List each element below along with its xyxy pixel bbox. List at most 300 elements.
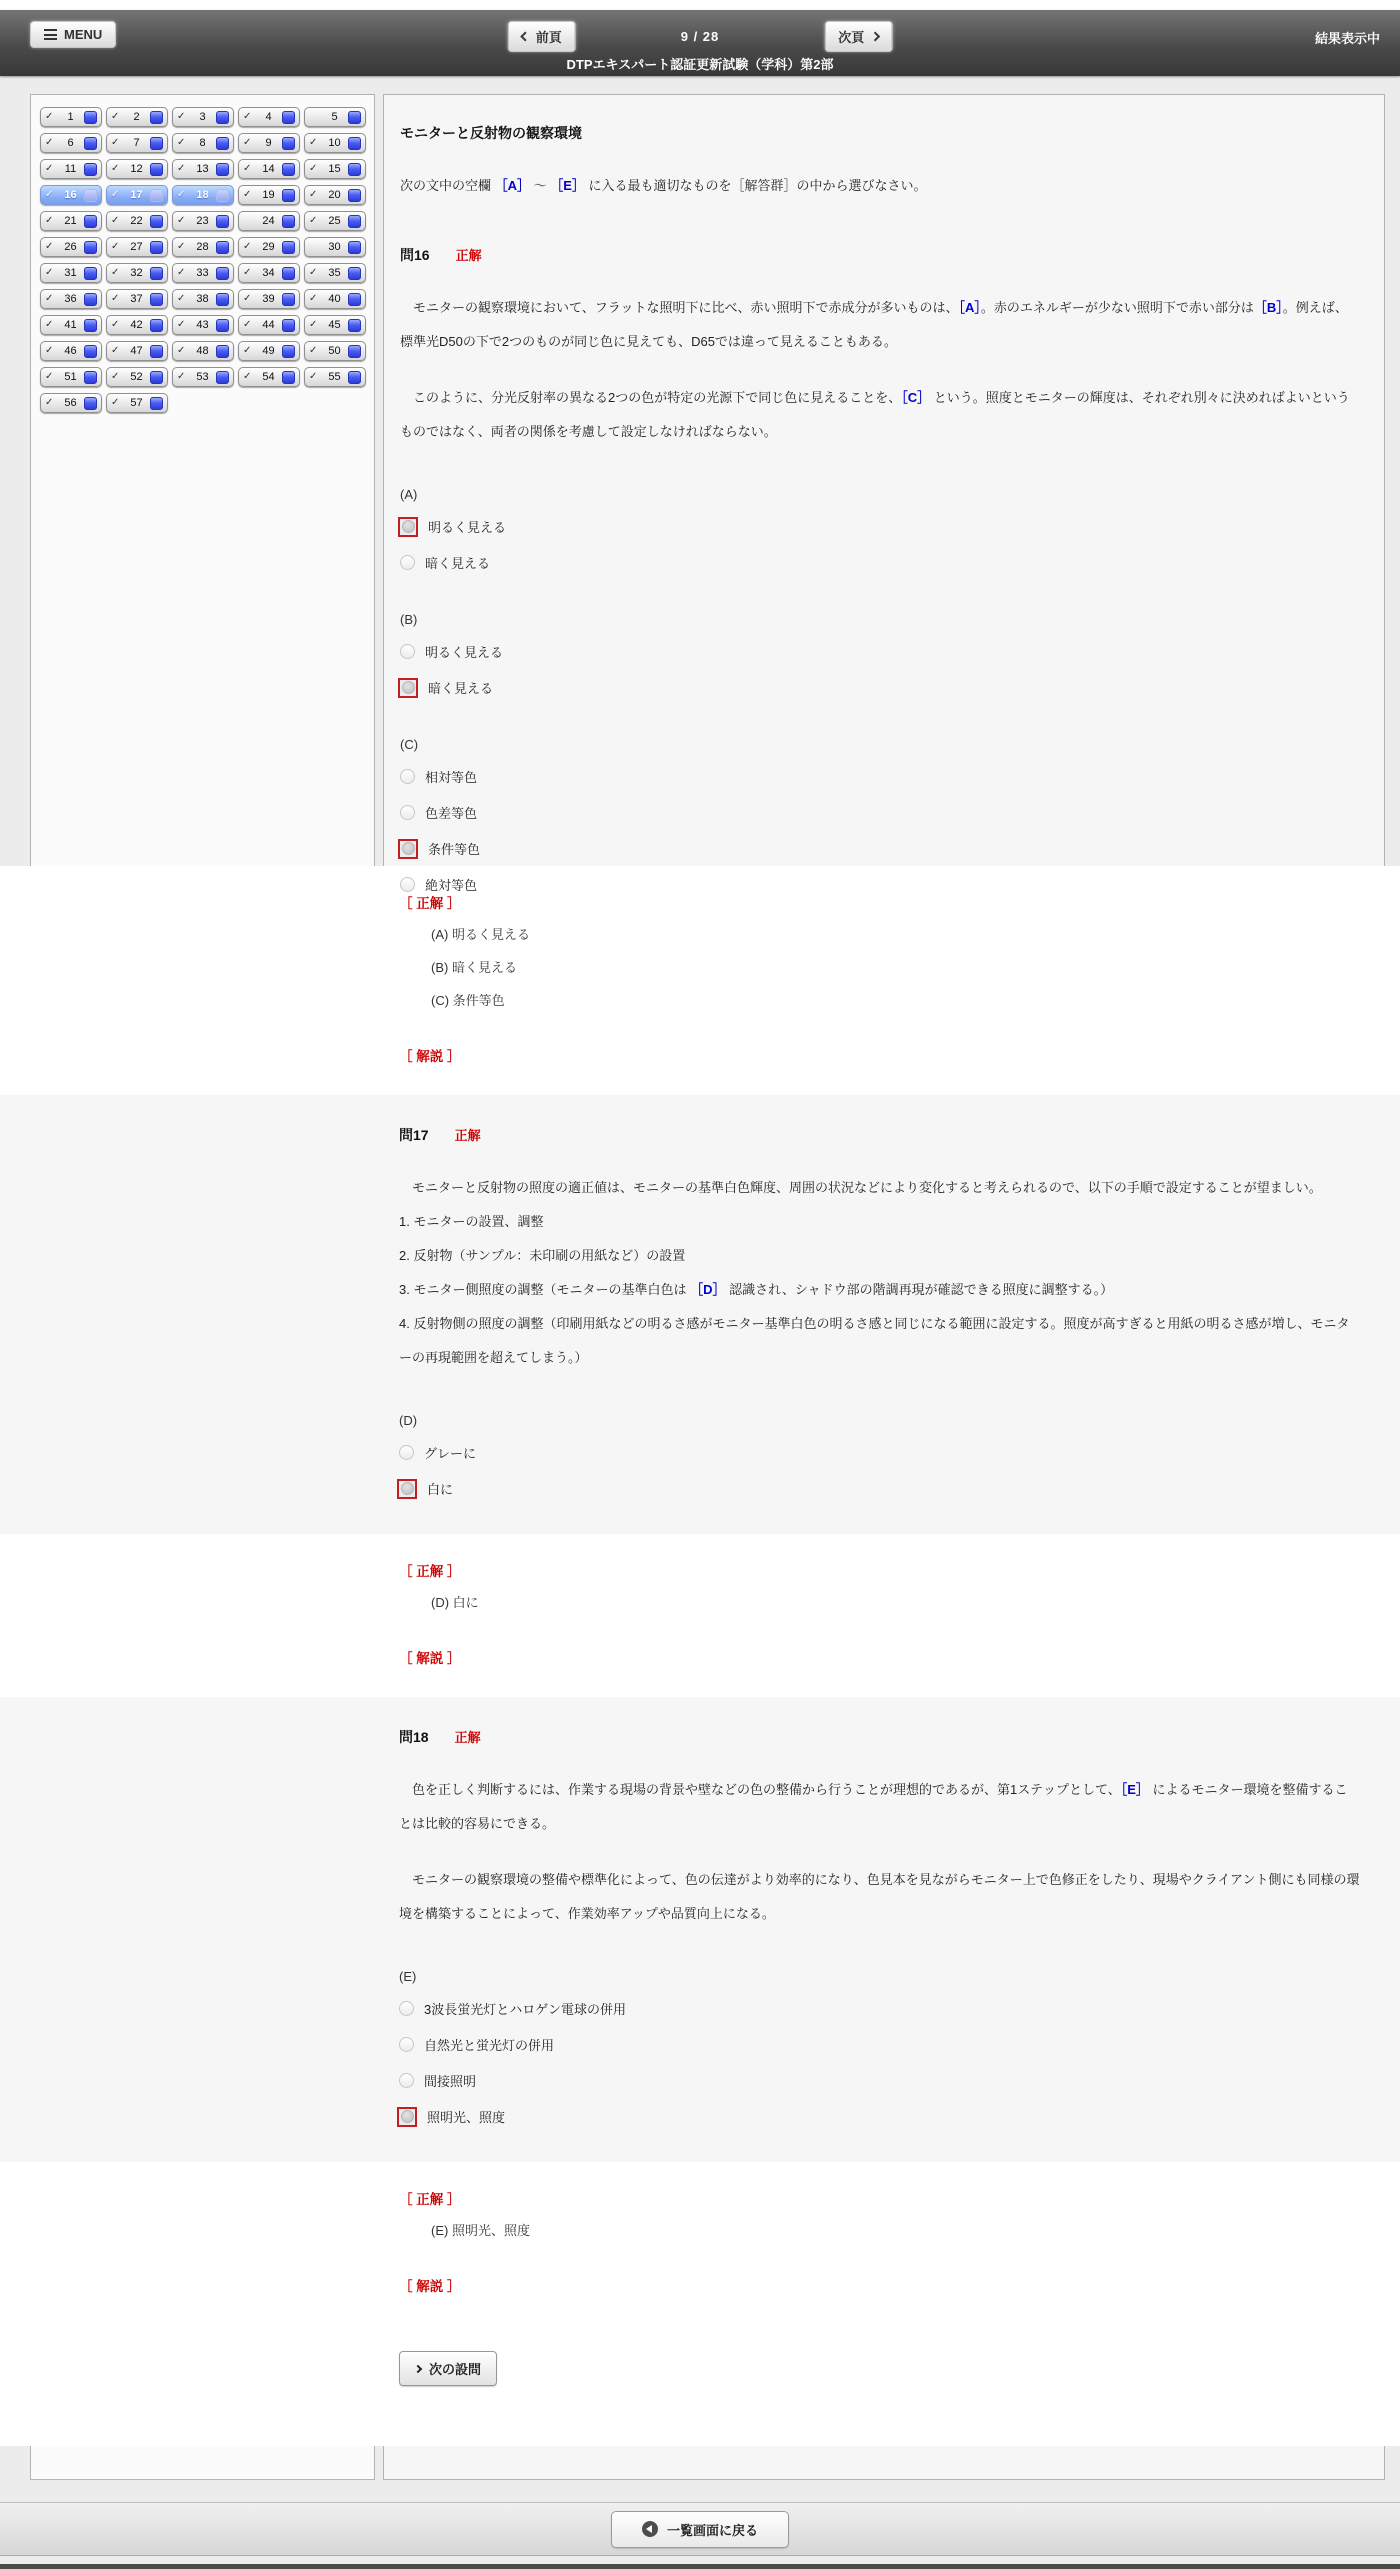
check-icon: ✓ <box>177 111 186 122</box>
question-nav-button[interactable] <box>304 107 366 127</box>
blank-token: ［A］ <box>958 300 981 316</box>
check-icon: ✓ <box>45 137 54 148</box>
question-number: 46 <box>64 345 77 357</box>
question-nav-button[interactable] <box>172 289 234 309</box>
answer-option[interactable] <box>399 2105 1360 2128</box>
question-number: 5 <box>331 111 338 123</box>
question-heading <box>399 1125 1360 1145</box>
question-number: 37 <box>130 293 143 305</box>
check-icon: ✓ <box>45 215 54 226</box>
question-nav-button[interactable] <box>172 107 234 127</box>
question-number: 14 <box>262 163 275 175</box>
question-paragraph <box>399 1307 1360 1375</box>
radio-icon[interactable] <box>399 2037 414 2052</box>
question-nav-button[interactable] <box>238 237 300 257</box>
check-icon: ✓ <box>177 137 186 148</box>
question-number: 19 <box>262 189 275 201</box>
question-nav-button[interactable] <box>106 211 168 231</box>
option-label: 相対等色 <box>425 770 478 786</box>
explanation-title[interactable]: ［ 解説 ］ <box>399 2279 461 2294</box>
question-nav-button[interactable] <box>106 315 168 335</box>
question-nav-button[interactable] <box>304 185 366 205</box>
question-number: 21 <box>64 215 77 227</box>
radio-icon[interactable] <box>400 555 415 570</box>
question-paragraph <box>399 1239 1360 1273</box>
top-bar-row <box>0 10 1400 52</box>
question-nav-button[interactable] <box>40 133 102 153</box>
check-icon: ✓ <box>111 293 120 304</box>
pager-controls <box>508 21 893 52</box>
text-segment: によるモニター環境を整備することは比較的容易にできる。 <box>399 1782 1348 1831</box>
question-status-icon <box>150 111 163 124</box>
check-icon: ✓ <box>111 241 120 252</box>
question-nav-button[interactable] <box>172 341 234 361</box>
page-indicator: 9 / 28 <box>680 29 720 44</box>
question-number: 7 <box>133 137 140 149</box>
question-nav-button[interactable] <box>304 315 366 335</box>
question-nav-button[interactable] <box>304 133 366 153</box>
question-number: 32 <box>130 267 143 279</box>
check-icon: ✓ <box>45 319 54 330</box>
question-status-icon <box>348 111 361 124</box>
question-status-icon <box>348 293 361 306</box>
question-status-icon <box>150 397 163 410</box>
text-segment: に入る最も適切なものを［解答群］の中から選びなさい。 <box>584 178 927 193</box>
question-status-icon <box>282 189 295 202</box>
next-question-button[interactable] <box>399 2351 497 2386</box>
check-icon: ✓ <box>309 267 318 278</box>
question-nav-button[interactable] <box>40 341 102 361</box>
question-paragraph <box>399 1205 1360 1239</box>
selected-answer-box <box>397 2107 417 2127</box>
question-nav-button[interactable] <box>106 289 168 309</box>
blank-token: ［B］ <box>1253 300 1283 316</box>
question-number: 41 <box>64 319 77 331</box>
question-number: 12 <box>130 163 143 175</box>
blank-token: ［E］ <box>550 178 585 193</box>
option-label: 暗く見える <box>428 681 494 697</box>
question-nav-button[interactable] <box>304 289 366 309</box>
bottom-padding <box>0 2556 1400 2564</box>
result-label: 正解 <box>455 248 482 264</box>
question-number: 31 <box>64 267 77 279</box>
question-number: 53 <box>196 371 209 383</box>
correct-answer-title: ［ 正解 ］ <box>399 2192 461 2207</box>
prev-page-button[interactable] <box>508 21 576 52</box>
check-icon: ✓ <box>309 215 318 226</box>
question-number: 25 <box>328 215 341 227</box>
option-group-label: (A) <box>400 487 418 503</box>
explanation-title[interactable]: ［ 解説 ］ <box>399 1651 461 1666</box>
correct-answer-line: (E) 照明光、照度 <box>431 2223 530 2238</box>
next-page-label: 次頁 <box>838 30 865 45</box>
question-paragraph <box>400 381 1360 449</box>
question-number: 51 <box>64 371 77 383</box>
option-label: 絶対等色 <box>425 878 478 894</box>
question-nav-button[interactable] <box>238 133 300 153</box>
blank-token: ［E］ <box>1120 1782 1149 1797</box>
question-nav-button[interactable] <box>238 315 300 335</box>
question-number: 6 <box>67 137 74 149</box>
selected-answer-box <box>398 678 418 698</box>
question-number: 9 <box>265 137 272 149</box>
question-status-icon <box>84 137 97 150</box>
chevron-left-icon <box>520 32 530 42</box>
question-number: 1 <box>67 111 74 123</box>
answer-option[interactable] <box>400 765 1360 788</box>
question-nav-button[interactable] <box>106 133 168 153</box>
correct-answer-block <box>0 1534 1400 1623</box>
check-icon: ✓ <box>45 241 54 252</box>
selected-answer-box <box>397 1479 417 1499</box>
question-nav-button[interactable] <box>304 159 366 179</box>
check-icon: ✓ <box>45 293 54 304</box>
question-status-icon <box>84 267 97 280</box>
check-icon: ✓ <box>111 189 120 200</box>
text-segment: 3. モニター側照度の調整（モニターの基準白色は <box>399 1282 691 1297</box>
check-icon: ✓ <box>111 163 120 174</box>
answer-option[interactable] <box>400 801 1360 824</box>
check-icon: ✓ <box>177 319 186 330</box>
check-icon: ✓ <box>309 189 318 200</box>
question-nav-button[interactable] <box>172 159 234 179</box>
question-status-icon <box>216 215 229 228</box>
question-number: 38 <box>196 293 209 305</box>
text-segment: このように、分光反射率の異なる2つの色が特定の光源下で同じ色に見えることを、 <box>400 390 902 406</box>
question-nav-button[interactable] <box>238 341 300 361</box>
menu-label: MENU <box>64 27 103 42</box>
question-number: 44 <box>262 319 275 331</box>
question-nav-button[interactable] <box>40 107 102 127</box>
question-nav-button[interactable] <box>304 211 366 231</box>
question-nav-button[interactable] <box>40 367 102 387</box>
text-segment: モニターと反射物の照度の適正値は、モニターの基準白色輝度、周囲の状況などにより変化すると考えられるので、以下の手順で設定することが望ましい。 <box>399 1180 1322 1195</box>
result-label: 正解 <box>454 1730 481 1745</box>
question-nav-button[interactable] <box>106 237 168 257</box>
option-group <box>400 737 1360 896</box>
check-icon: ✓ <box>177 345 186 356</box>
option-label: 色差等色 <box>425 806 478 822</box>
question-number: 30 <box>328 241 341 253</box>
check-icon: ✓ <box>309 371 318 382</box>
next-question-label: 次の設問 <box>429 2362 482 2377</box>
footer-gap <box>0 2480 1400 2502</box>
correct-answer-title: ［ 正解 ］ <box>399 896 461 911</box>
question-nav-button[interactable] <box>304 237 366 257</box>
question-nav-button[interactable] <box>106 107 168 127</box>
question-paragraph <box>399 1273 1360 1307</box>
back-to-list-button[interactable] <box>611 2511 789 2548</box>
question-status-icon <box>84 397 97 410</box>
question-status-icon <box>216 189 229 202</box>
radio-icon[interactable] <box>400 769 415 784</box>
option-label: 暗く見える <box>425 556 491 572</box>
question-number: 13 <box>196 163 209 175</box>
question-nav-button[interactable] <box>238 263 300 283</box>
question-number: 48 <box>196 345 209 357</box>
question-status-icon <box>348 241 361 254</box>
chevron-right-icon <box>870 32 880 42</box>
question-nav-button[interactable] <box>106 263 168 283</box>
check-icon: ✓ <box>243 189 252 200</box>
answer-option[interactable] <box>399 1997 1360 2020</box>
question-nav-button[interactable] <box>40 289 102 309</box>
main-panel <box>383 94 1385 894</box>
check-icon: ✓ <box>45 371 54 382</box>
question-number: 17 <box>130 189 143 201</box>
radio-selected-icon <box>402 520 415 533</box>
text-segment: 次の文中の空欄 <box>400 178 495 193</box>
radio-icon[interactable] <box>400 877 415 892</box>
question-nav-button[interactable] <box>172 185 234 205</box>
question-nav-button[interactable] <box>106 185 168 205</box>
radio-icon[interactable] <box>399 2073 414 2088</box>
question-nav-button[interactable] <box>238 367 300 387</box>
check-icon: ✓ <box>243 111 252 122</box>
question-block <box>0 1095 1400 1534</box>
arrow-left-glyph <box>646 2525 652 2533</box>
result-display-status: 結果表示中 <box>1314 31 1380 46</box>
question-nav-button[interactable] <box>238 211 300 231</box>
bottom-edge <box>0 2564 1400 2569</box>
question-status-icon <box>348 319 361 332</box>
question-nav-button[interactable] <box>106 393 168 413</box>
question-number: 36 <box>64 293 77 305</box>
option-label: 照明光、照度 <box>427 2110 506 2125</box>
question-nav-button[interactable] <box>172 315 234 335</box>
answer-option[interactable] <box>399 2033 1360 2056</box>
question-number: 33 <box>196 267 209 279</box>
question-status-icon <box>150 293 163 306</box>
question-nav-sidebar <box>30 94 375 866</box>
question-nav-button[interactable] <box>304 367 366 387</box>
question-status-icon <box>150 189 163 202</box>
question-status-icon <box>216 371 229 384</box>
question-status-icon <box>348 163 361 176</box>
question-status-icon <box>84 345 97 358</box>
check-icon: ✓ <box>111 371 120 382</box>
answer-option[interactable] <box>400 551 1360 574</box>
result-label: 正解 <box>454 1128 481 1143</box>
prev-page-label: 前頁 <box>535 30 562 45</box>
answer-option[interactable] <box>399 2069 1360 2092</box>
question-number: 47 <box>130 345 143 357</box>
question-number: 2 <box>133 111 140 123</box>
option-group-label: (C) <box>400 737 419 753</box>
question-nav-button[interactable] <box>238 107 300 127</box>
check-icon: ✓ <box>309 163 318 174</box>
question-status-icon <box>150 215 163 228</box>
radio-selected-icon <box>401 1482 414 1495</box>
question-number: 8 <box>199 137 206 149</box>
question-status-icon <box>348 267 361 280</box>
question-nav-button[interactable] <box>238 159 300 179</box>
next-question-band <box>0 2325 1400 2446</box>
chevron-right-icon <box>414 2364 422 2372</box>
question-status-icon <box>282 293 295 306</box>
question-nav-button[interactable] <box>40 185 102 205</box>
answers-and-questions-flow <box>0 866 1400 2325</box>
next-page-button[interactable] <box>824 21 892 52</box>
selected-answer-box <box>398 839 418 859</box>
check-icon: ✓ <box>177 371 186 382</box>
question-nav-button[interactable] <box>172 211 234 231</box>
question-status-icon <box>216 137 229 150</box>
question-number: 23 <box>196 215 209 227</box>
check-icon: ✓ <box>45 111 54 122</box>
question-number-label: 問16 <box>400 247 430 264</box>
option-group-label: (D) <box>399 1413 418 1428</box>
question-number: 20 <box>328 189 341 201</box>
question-status-icon <box>150 345 163 358</box>
question-status-icon <box>84 189 97 202</box>
check-icon: ✓ <box>111 215 120 226</box>
question-status-icon <box>282 345 295 358</box>
check-icon: ✓ <box>111 319 120 330</box>
option-group-label: (B) <box>400 612 418 628</box>
option-label: 自然光と蛍光灯の併用 <box>424 2038 555 2053</box>
explanation-block <box>0 2251 1400 2325</box>
check-icon: ✓ <box>243 267 252 278</box>
option-label: 3波長蛍光灯とハロゲン電球の併用 <box>424 2002 626 2017</box>
question-status-icon <box>84 215 97 228</box>
sidebar-bottom-border <box>30 2446 375 2480</box>
question-number: 57 <box>130 397 143 409</box>
question-nav-button[interactable] <box>238 289 300 309</box>
text-segment: 認識され、シャドウ部の階調再現が確認できる照度に調整する。） <box>725 1282 1114 1297</box>
question-number: 55 <box>328 371 341 383</box>
question-nav-button[interactable] <box>40 159 102 179</box>
question-nav-button[interactable] <box>40 315 102 335</box>
radio-selected-icon <box>402 681 415 694</box>
radio-icon[interactable] <box>400 805 415 820</box>
radio-icon[interactable] <box>400 644 415 659</box>
question-nav-button[interactable] <box>304 263 366 283</box>
question-status-icon <box>216 345 229 358</box>
exam-title: DTPエキスパート認証更新試験（学科）第2部 <box>566 57 834 72</box>
check-icon: ✓ <box>45 163 54 174</box>
question-number: 50 <box>328 345 341 357</box>
check-icon: ✓ <box>177 189 186 200</box>
question-status-icon <box>348 371 361 384</box>
question-number: 35 <box>328 267 341 279</box>
option-label: 条件等色 <box>428 842 481 858</box>
blank-token: ［C］ <box>901 390 931 406</box>
back-to-list-label: 一覧画面に戻る <box>666 2522 758 2538</box>
question-number: 29 <box>262 241 275 253</box>
answer-option[interactable] <box>399 1441 1360 1464</box>
question-nav-button[interactable] <box>172 263 234 283</box>
check-icon: ✓ <box>45 189 54 200</box>
question-status-icon <box>84 293 97 306</box>
main-panel-bottom-border <box>383 2446 1385 2480</box>
question-nav-button[interactable] <box>106 341 168 361</box>
question-number: 24 <box>262 215 275 227</box>
question-nav-button[interactable] <box>40 263 102 283</box>
check-icon: ✓ <box>111 267 120 278</box>
section-title: モニターと反射物の観察環境 <box>400 125 582 141</box>
question-status-icon <box>84 163 97 176</box>
question-status-icon <box>282 163 295 176</box>
question-nav-button[interactable] <box>238 185 300 205</box>
check-icon: ✓ <box>177 241 186 252</box>
question-nav-button[interactable] <box>106 159 168 179</box>
check-icon: ✓ <box>45 267 54 278</box>
question-number: 39 <box>262 293 275 305</box>
option-label: 明るく見える <box>425 645 504 661</box>
check-icon: ✓ <box>243 293 252 304</box>
content-area <box>0 76 1400 894</box>
text-segment: 1. モニターの設置、調整 <box>399 1214 544 1229</box>
question-paragraph <box>399 1863 1360 1931</box>
question-number-label: 問18 <box>399 1729 429 1745</box>
question-nav-button[interactable] <box>304 341 366 361</box>
question-status-icon <box>348 189 361 202</box>
question-nav-button[interactable] <box>40 237 102 257</box>
check-icon: ✓ <box>177 267 186 278</box>
check-icon: ✓ <box>45 397 54 408</box>
question-status-icon <box>150 137 163 150</box>
radio-icon[interactable] <box>399 1445 414 1460</box>
question-number: 49 <box>262 345 275 357</box>
question-number: 43 <box>196 319 209 331</box>
check-icon: ✓ <box>309 345 318 356</box>
question-status-icon <box>282 319 295 332</box>
question-nav-button[interactable] <box>172 367 234 387</box>
question-status-icon <box>282 111 295 124</box>
answer-option[interactable] <box>400 515 1360 538</box>
question-number: 45 <box>328 319 341 331</box>
question-nav-button[interactable] <box>172 133 234 153</box>
text-segment: 2. 反射物（サンプル：未印刷の用紙など）の設置 <box>399 1248 686 1263</box>
correct-answer-line: (C) 条件等色 <box>431 993 505 1008</box>
question-status-icon <box>84 241 97 254</box>
hamburger-icon <box>44 29 57 40</box>
radio-icon[interactable] <box>399 2001 414 2016</box>
blank-token: ［A］ <box>494 178 531 193</box>
answer-option[interactable] <box>400 640 1360 663</box>
check-icon: ✓ <box>243 371 252 382</box>
question-nav-button[interactable] <box>40 393 102 413</box>
answer-option[interactable] <box>400 676 1360 699</box>
explanation-block <box>0 1021 1400 1095</box>
answer-option[interactable] <box>399 1477 1360 1500</box>
check-icon: ✓ <box>309 319 318 330</box>
correct-answer-line: (A) 明るく見える <box>431 927 530 942</box>
question-block <box>0 1697 1400 2162</box>
question-status-icon <box>282 137 295 150</box>
question-16-block <box>400 245 1360 896</box>
question-number: 16 <box>64 189 77 201</box>
check-icon: ✓ <box>243 241 252 252</box>
question-nav-button[interactable] <box>106 367 168 387</box>
question-status-icon <box>216 241 229 254</box>
check-icon: ✓ <box>309 137 318 148</box>
answer-option[interactable] <box>400 873 1360 896</box>
explanation-title[interactable]: ［ 解説 ］ <box>399 1049 461 1064</box>
question-paragraph <box>399 1171 1360 1205</box>
instruction-text <box>400 175 1360 197</box>
question-status-icon <box>282 215 295 228</box>
question-nav-button[interactable] <box>40 211 102 231</box>
question-status-icon <box>84 319 97 332</box>
answer-option[interactable] <box>400 837 1360 860</box>
menu-button[interactable] <box>30 21 116 48</box>
question-heading <box>400 245 1360 265</box>
check-icon: ✓ <box>177 163 186 174</box>
question-nav-button[interactable] <box>172 237 234 257</box>
question-number: 54 <box>262 371 275 383</box>
